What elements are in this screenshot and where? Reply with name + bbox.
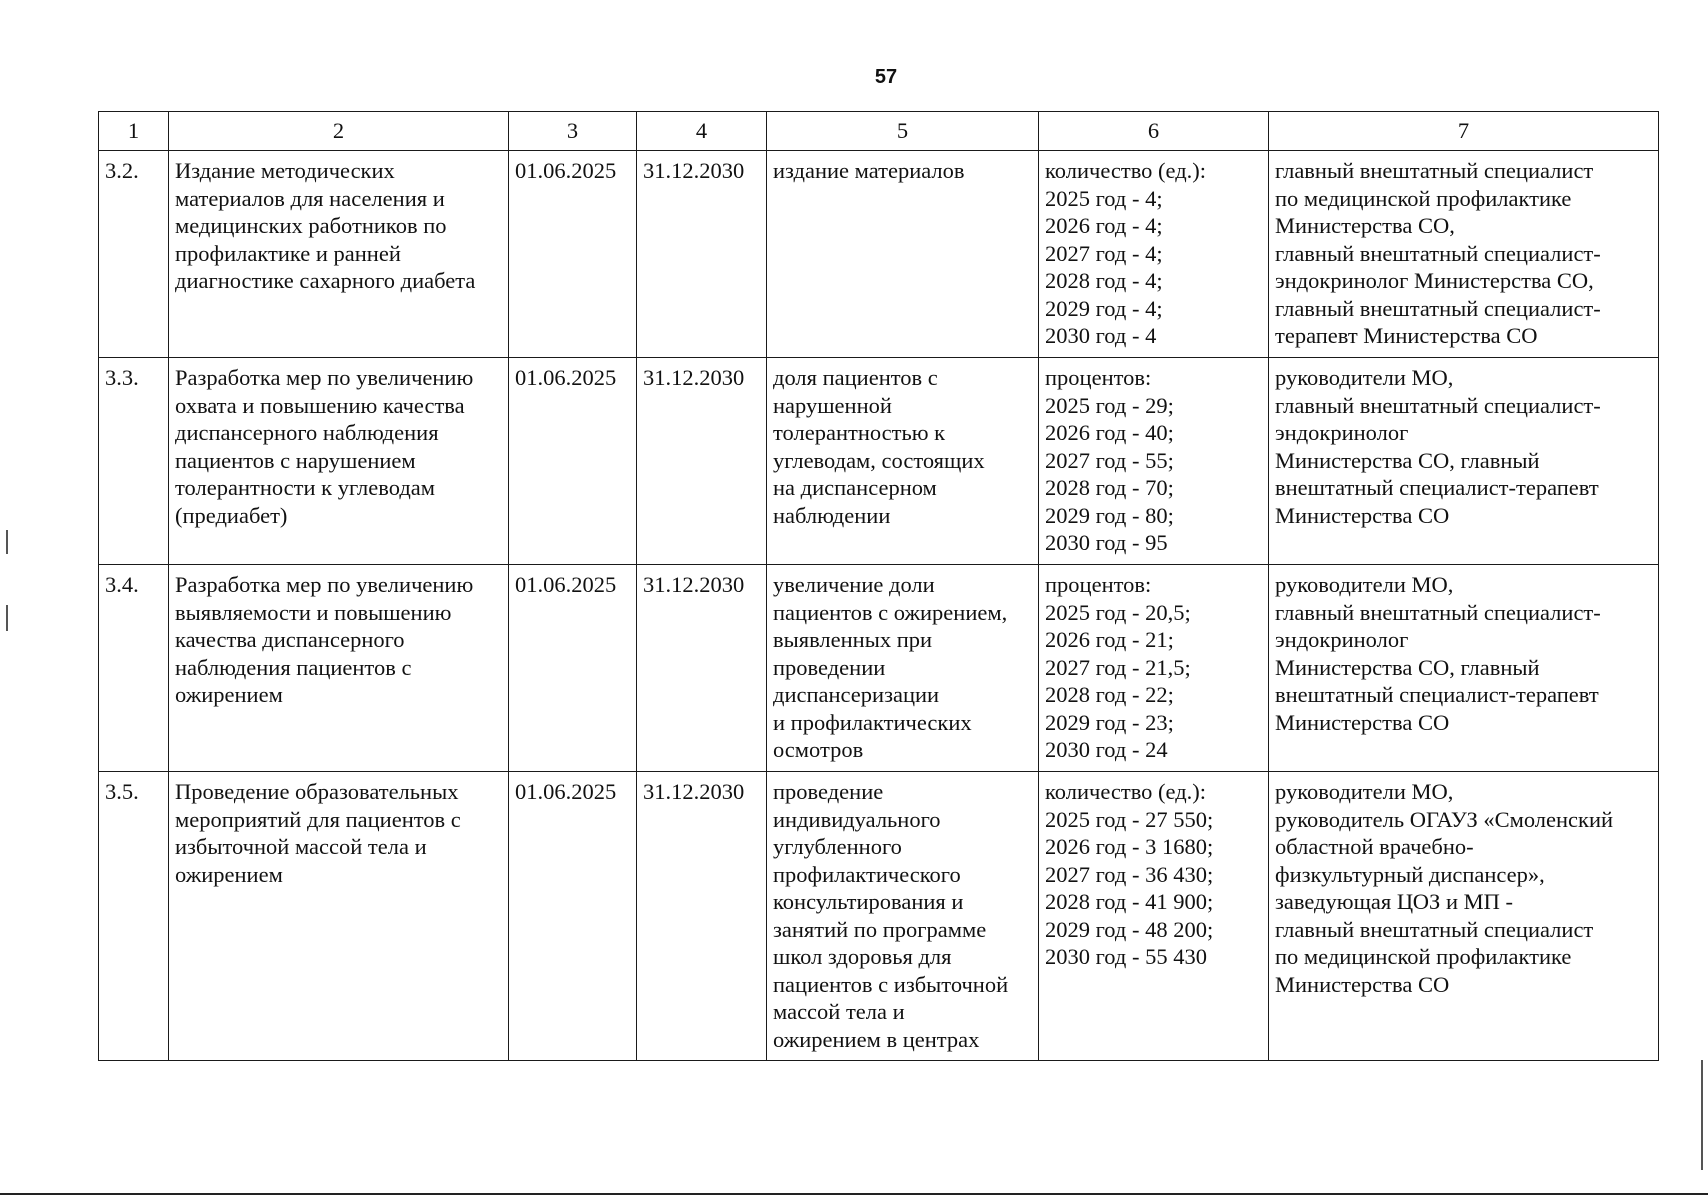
header-col-6: 6 <box>1039 112 1269 151</box>
end-date: 31.12.2030 <box>637 151 767 358</box>
table-row <box>99 772 1659 1061</box>
scan-edge-mark <box>6 605 8 631</box>
table-row <box>99 358 1659 565</box>
row-number: 3.4. <box>99 565 169 772</box>
table-row <box>99 151 1659 358</box>
indicator: количество (ед.): 2025 год - 4; 2026 год - 4; 2027 год - 4; 2028 год - 4; 2029 год - 4; 2030 год - 4 <box>1039 151 1269 358</box>
indicator: количество (ед.): 2025 год - 27 550; 2026 год - 3 1680; 2027 год - 36 430; 2028 год - 41 900; 2029 год - 48 200; 2030 год - 55 430 <box>1039 772 1269 1061</box>
start-date: 01.06.2025 <box>509 772 637 1061</box>
header-col-2: 2 <box>169 112 509 151</box>
plan-table <box>98 111 1659 1061</box>
expected-result: издание материалов <box>767 151 1039 358</box>
scan-edge-mark <box>1701 1060 1703 1170</box>
responsible: руководители МО, главный внештатный специалист- эндокринолог Министерства СО, главный внештатный специалист-терапевт Министерства СО <box>1269 358 1659 565</box>
responsible: руководители МО, руководитель ОГАУЗ «Смоленский областной врачебно- физкультурный диспансер», заведующая ЦОЗ и МП - главный внештатный специалист по медицинской профилактике Министерства СО <box>1269 772 1659 1061</box>
responsible: руководители МО, главный внештатный специалист- эндокринолог Министерства СО, главный внештатный специалист-терапевт Министерства СО <box>1269 565 1659 772</box>
end-date: 31.12.2030 <box>637 565 767 772</box>
scan-edge-mark <box>6 530 8 554</box>
start-date: 01.06.2025 <box>509 358 637 565</box>
expected-result: увеличение доли пациентов с ожирением, выявленных при проведении диспансеризации и профилактических осмотров <box>767 565 1039 772</box>
header-col-4: 4 <box>637 112 767 151</box>
header-col-3: 3 <box>509 112 637 151</box>
indicator: процентов: 2025 год - 29; 2026 год - 40; 2027 год - 55; 2028 год - 70; 2029 год - 80; 2030 год - 95 <box>1039 358 1269 565</box>
expected-result: доля пациентов с нарушенной толерантностью к углеводам, состоящих на диспансерном наблюдении <box>767 358 1039 565</box>
table-row <box>99 565 1659 772</box>
row-number: 3.5. <box>99 772 169 1061</box>
header-col-7: 7 <box>1269 112 1659 151</box>
header-row <box>99 112 1659 151</box>
row-number: 3.3. <box>99 358 169 565</box>
start-date: 01.06.2025 <box>509 151 637 358</box>
activity-name: Издание методических материалов для населения и медицинских работников по профилактике и ранней диагностике сахарного диабета <box>169 151 509 358</box>
activity-name: Проведение образовательных мероприятий для пациентов с избыточной массой тела и ожирением <box>169 772 509 1061</box>
page-bottom-rule <box>0 1193 1708 1195</box>
start-date: 01.06.2025 <box>509 565 637 772</box>
page-number: 57 <box>874 66 898 88</box>
header-col-1: 1 <box>99 112 169 151</box>
responsible: главный внештатный специалист по медицинской профилактике Министерства СО, главный внештатный специалист- эндокринолог Министерства СО, главный внештатный специалист- терапевт Министерства СО <box>1269 151 1659 358</box>
indicator: процентов: 2025 год - 20,5; 2026 год - 21; 2027 год - 21,5; 2028 год - 22; 2029 год - 23; 2030 год - 24 <box>1039 565 1269 772</box>
activity-name: Разработка мер по увеличению выявляемости и повышению качества диспансерного наблюдения пациентов с ожирением <box>169 565 509 772</box>
row-number: 3.2. <box>99 151 169 358</box>
end-date: 31.12.2030 <box>637 358 767 565</box>
header-col-5: 5 <box>767 112 1039 151</box>
end-date: 31.12.2030 <box>637 772 767 1061</box>
activity-name: Разработка мер по увеличению охвата и повышению качества диспансерного наблюдения пациентов с нарушением толерантности к углеводам (предиабет) <box>169 358 509 565</box>
expected-result: проведение индивидуального углубленного профилактического консультирования и занятий по программе школ здоровья для пациентов с избыточной массой тела и ожирением в центрах <box>767 772 1039 1061</box>
